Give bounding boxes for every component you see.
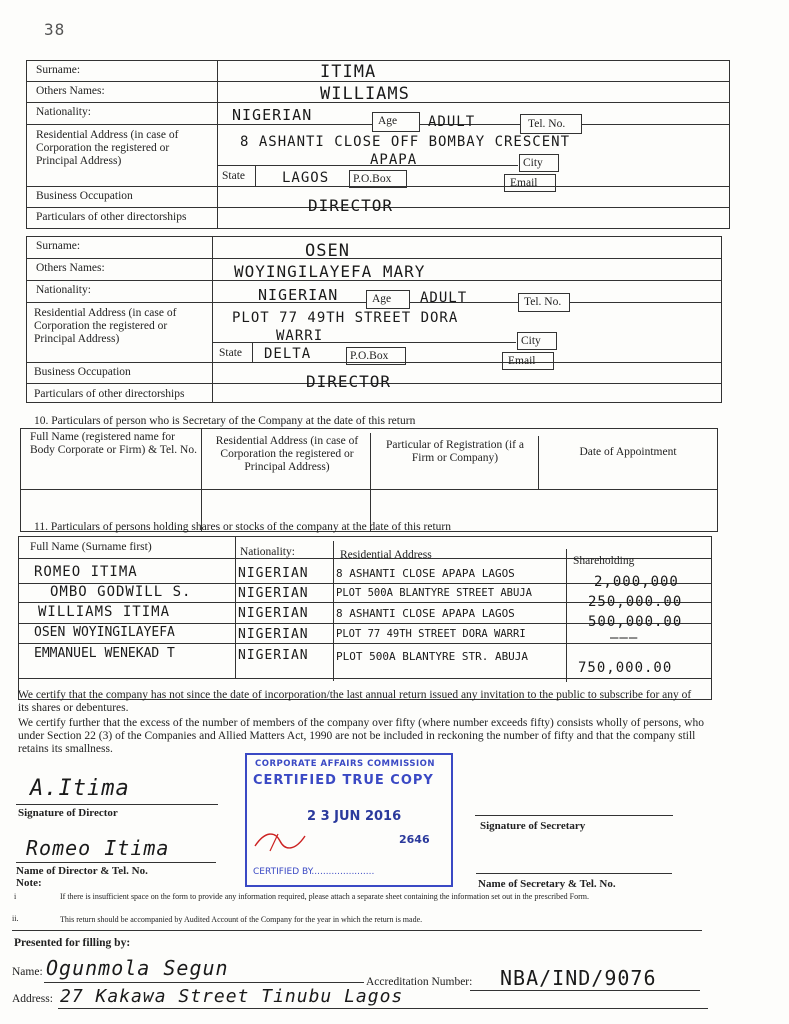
d1-surname: ITIMA	[320, 62, 377, 82]
note-2: This return should be accompanied by Audited Account of the Company for the year in which the return is made.	[60, 915, 423, 924]
stamp-number: 2646	[399, 833, 430, 846]
shareholder-name: OSEN WOYINGILAYEFA	[34, 625, 175, 640]
stamp-title: CERTIFIED TRUE COPY	[253, 773, 434, 788]
d2-state: DELTA	[264, 346, 312, 362]
secretary-col-name: Full Name (registered name for Body Corporate or Firm) & Tel. No.	[30, 431, 197, 456]
shareholder-address: PLOT 500A BLANTYRE STREET ABUJA	[336, 587, 532, 599]
notes-label: Note:	[16, 877, 42, 889]
d1-age-label: Age	[378, 115, 398, 127]
presented-name: Ogunmola Segun	[46, 956, 229, 980]
d1-nationality: NIGERIAN	[232, 106, 313, 124]
d1-surname-label: Surname:	[36, 64, 81, 76]
certify-para-2: We certify further that the excess of the number of members of the company over fifty (where number exceeds fifty) consists wholly of persons, who under Section 22 (3) of the Companies and Allied Matters Act, 1990 are not be included in reckoning the number of fifty and that the company still retains its smallness.	[18, 717, 704, 755]
d1-state: LAGOS	[282, 170, 330, 186]
d1-address-label: Residential Address (in case of Corporation the registered or Principal Address)	[36, 129, 179, 167]
shareholders-col-name: Full Name (Surname first)	[30, 541, 152, 553]
accreditation-number: NBA/IND/9076	[500, 966, 657, 990]
secretary-col-appointment: Date of Appointment	[579, 446, 677, 458]
shareholder-holding: 250,000.00	[588, 594, 683, 610]
d1-email-label: Email	[510, 177, 538, 189]
d2-surname-label: Surname:	[36, 240, 81, 252]
d2-address-line2: WARRI	[276, 328, 324, 344]
page-number: 38	[44, 20, 66, 39]
secretary-col-address: Residential Address (in case of Corporation the registered or Principal Address)	[215, 435, 359, 473]
d1-others-label: Others Names:	[36, 85, 105, 97]
note-2-number: ii.	[12, 914, 19, 923]
d1-others: WILLIAMS	[320, 84, 410, 104]
d1-address-line1: 8 ASHANTI CLOSE OFF BOMBAY CRESCENT	[240, 134, 571, 150]
shareholders-heading: 11. Particulars of persons holding shares or stocks of the company at the date of this return	[34, 521, 451, 533]
d1-occupation: DIRECTOR	[308, 196, 394, 215]
note-1: If there is insufficient space on the form to provide any information required, please attach a separate sheet containing the information set out in the prescribed Form.	[60, 892, 590, 901]
shareholder-nationality: NIGERIAN	[238, 627, 309, 642]
d1-nationality-label: Nationality:	[36, 106, 91, 118]
presented-address: 27 Kakawa Street Tinubu Lagos	[60, 986, 404, 1007]
stamp-date: 2 3 JUN 2016	[307, 809, 402, 824]
certified-true-copy-stamp	[245, 753, 453, 887]
shareholders-col-address: Residential Address	[340, 549, 432, 561]
shareholder-address: PLOT 77 49TH STREET DORA WARRI	[336, 628, 526, 640]
d2-nationality-label: Nationality:	[36, 284, 91, 296]
d2-address-label: Residential Address (in case of Corporation the registered or Principal Address)	[34, 307, 177, 345]
d2-age: ADULT	[420, 290, 468, 306]
shareholder-address: PLOT 500A BLANTYRE STR. ABUJA	[336, 650, 529, 663]
shareholder-name: OMBO GODWILL S.	[50, 584, 192, 600]
director-signature-label: Signature of Director	[18, 807, 118, 819]
d1-address-line2: APAPA	[370, 152, 418, 168]
shareholder-nationality: NIGERIAN	[238, 606, 309, 621]
d2-others-label: Others Names:	[36, 262, 105, 274]
d2-directorships-label: Particulars of other directorships	[34, 388, 185, 400]
d2-occupation: DIRECTOR	[306, 372, 392, 391]
secretary-heading: 10. Particulars of person who is Secretary of the Company at the date of this return	[34, 415, 416, 427]
secretary-col-registration: Particular of Registration (if a Firm or Company)	[386, 439, 524, 464]
presented-address-label: Address:	[12, 993, 53, 1005]
stamp-header: CORPORATE AFFAIRS COMMISSION	[255, 759, 435, 769]
director-name: Romeo Itima	[26, 836, 170, 860]
shareholder-address: 8 ASHANTI CLOSE APAPA LAGOS	[336, 567, 515, 580]
d2-surname: OSEN	[305, 241, 350, 261]
shareholder-holding: 2,000,000	[594, 574, 679, 590]
shareholders-col-nationality: Nationality:	[240, 546, 295, 558]
d1-state-label: State	[222, 170, 245, 182]
note-1-number: i	[14, 892, 17, 901]
d1-directorships-label: Particulars of other directorships	[36, 211, 187, 223]
d2-age-label: Age	[372, 293, 392, 305]
shareholders-col-holding: Shareholding	[573, 555, 635, 567]
d2-occupation-label: Business Occupation	[34, 366, 131, 378]
shareholder-nationality: NIGERIAN	[238, 648, 309, 663]
shareholder-holding: 750,000.00	[578, 660, 673, 676]
shareholder-name: EMMANUEL WENEKAD T	[34, 646, 175, 661]
director-name-label: Name of Director & Tel. No.	[16, 865, 148, 877]
shareholder-nationality: NIGERIAN	[238, 566, 309, 581]
secretary-name-label: Name of Secretary & Tel. No.	[478, 878, 616, 890]
d2-others: WOYINGILAYEFA MARY	[234, 262, 426, 281]
director-signature: A.Itima	[30, 776, 130, 801]
d1-age: ADULT	[428, 114, 476, 130]
d2-pobox-label: P.O.Box	[350, 350, 389, 362]
presented-name-label: Name:	[12, 966, 43, 978]
d2-email-label: Email	[508, 355, 536, 367]
shareholder-name: ROMEO ITIMA	[34, 564, 138, 580]
d1-occupation-label: Business Occupation	[36, 190, 133, 202]
shareholder-holding: 500,000.00	[588, 614, 683, 630]
d2-city-label: City	[521, 335, 541, 347]
secretary-signature-label: Signature of Secretary	[480, 820, 586, 832]
presented-heading: Presented for filling by:	[14, 937, 131, 949]
shareholder-holding: ———	[610, 630, 639, 646]
d2-state-label: State	[219, 347, 242, 359]
certify-para-1: We certify that the company has not since the date of incorporation/the last annual return issued any invitation to the public to subscribe for any of its shares or debentures.	[18, 689, 692, 714]
d1-city-label: City	[523, 157, 543, 169]
d2-nationality: NIGERIAN	[258, 286, 339, 304]
red-signature-mark	[250, 826, 310, 856]
d1-pobox-label: P.O.Box	[353, 173, 392, 185]
d1-tel-label: Tel. No.	[528, 118, 566, 130]
d2-address-line1: PLOT 77 49TH STREET DORA	[232, 310, 459, 326]
shareholder-name: WILLIAMS ITIMA	[38, 604, 171, 620]
shareholder-address: 8 ASHANTI CLOSE APAPA LAGOS	[336, 607, 515, 620]
accreditation-label: Accreditation Number:	[366, 976, 473, 988]
shareholder-nationality: NIGERIAN	[238, 586, 309, 601]
stamp-certified-by: CERTIFIED BY......................	[253, 867, 375, 877]
d2-tel-label: Tel. No.	[524, 296, 562, 308]
